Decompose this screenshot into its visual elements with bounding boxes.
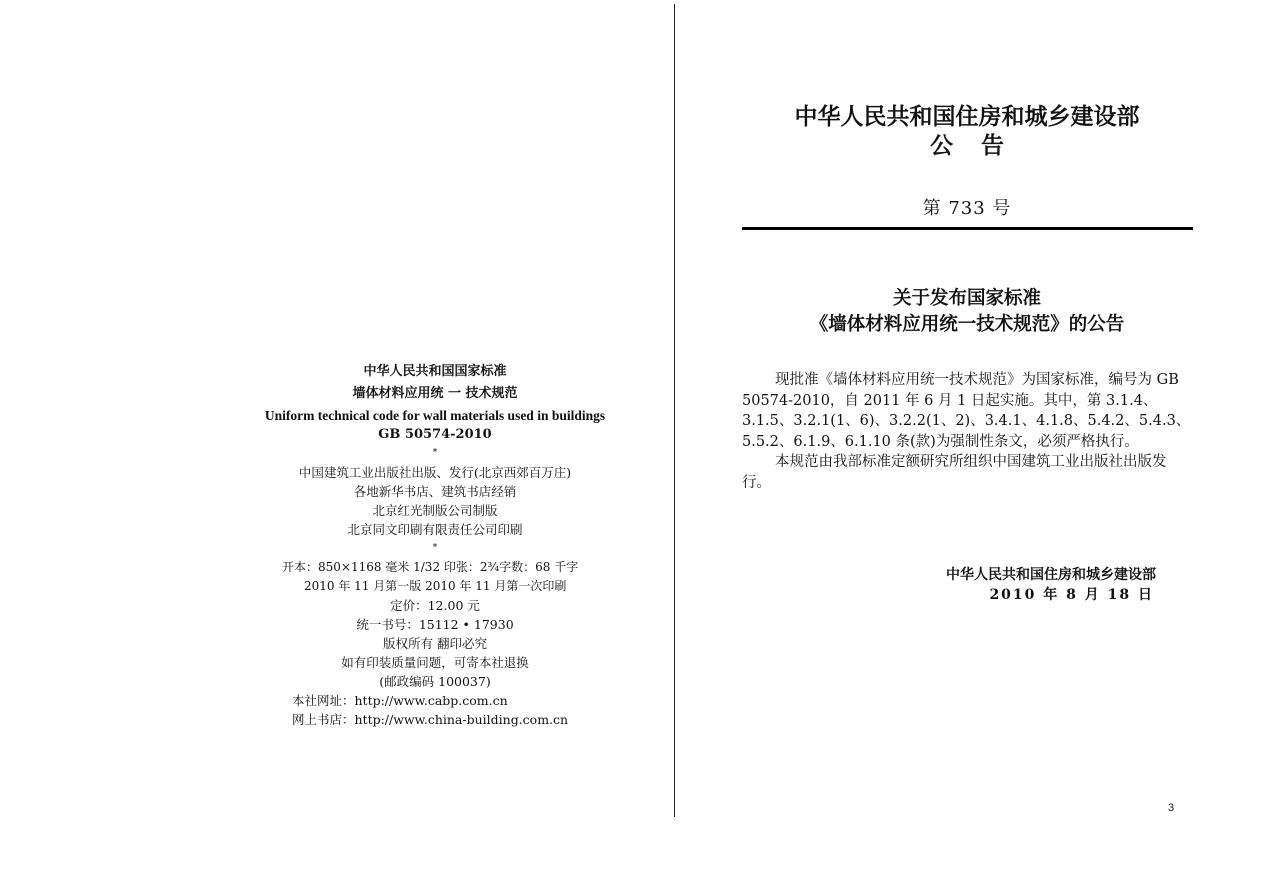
page-divider (674, 4, 675, 817)
standard-type: 中华人民共和国国家标准 (363, 364, 507, 379)
signature-org: 中华人民共和国住房和城乡建设部 (946, 567, 1156, 583)
standard-title-cn: 墙体材料应用统 一 技术规范 (352, 386, 518, 401)
colophon (264, 362, 606, 729)
announcement-body (742, 370, 1194, 493)
body-paragraph-1: 现批准《墙体材料应用统一技术规范》为国家标准，编号为 GB 50574-2010，自 2011 年 6 月 1 日起实施。其中，第 3.1.4、3.1.5、3.2.1(1、6)、3.2.2(1、2)、3.4.1、4.1.8、5.4.2、5.4.3、5.5.2、6.1.9、6.1.10 条(款)为强制性条文，必须严格执行。 (742, 372, 1191, 450)
plate-maker-line: 北京红光制版公司制版 (372, 503, 498, 518)
publisher-line: 中国建筑工业出版社出版、发行(北京西郊百万庄) (298, 465, 572, 480)
book-number-line: 统一书号：15112 • 17930 (356, 617, 514, 632)
copyright-line: 版权所有 翻印必究 (383, 636, 487, 651)
announcement-word: 公告 (930, 132, 1032, 159)
postal-code-line: (邮政编码 100037) (379, 674, 491, 689)
printer-line: 北京同文印刷有限责任公司印刷 (347, 522, 523, 537)
announcement-header (742, 102, 1192, 160)
announcement-subject (742, 286, 1192, 338)
separator-mark: * (432, 448, 438, 458)
standard-code: GB 50574-2010 (378, 427, 492, 442)
signature-date: 2010 年 8 月 18 日 (989, 587, 1154, 603)
bookstore-line: 网上书店：http://www.china-building.com.cn (292, 712, 569, 727)
distributor-line: 各地新华书店、建筑书店经销 (353, 484, 517, 499)
page-number: 3 (1168, 802, 1175, 814)
subject-line-1: 关于发布国家标准 (892, 288, 1041, 309)
return-notice-line: 如有印装质量问题，可寄本社退换 (341, 655, 529, 670)
format-spec: 开本：850×1168 毫米 1/32 印张：2¾字数：68 千字 2010 年 11 月第一版 2010 年 11 月第一次印刷 (282, 560, 579, 593)
issuing-org-title: 中华人民共和国住房和城乡建设部 (794, 103, 1140, 130)
website-line: 本社网址：http://www.cabp.com.cn (292, 693, 508, 708)
issue-number: 第 733 号 (922, 198, 1012, 219)
separator-mark: * (432, 543, 438, 553)
body-paragraph-2: 本规范由我部标准定额研究所组织中国建筑工业出版社出版发行。 (742, 454, 1167, 491)
signature-block (860, 565, 1156, 605)
standard-title-en: Uniform technical code for wall materials used in buildings (264, 408, 606, 423)
price-line: 定价：12.00 元 (390, 598, 480, 613)
subject-line-2: 《墙体材料应用统一技术规范》的公告 (809, 314, 1125, 335)
header-rule (742, 227, 1193, 230)
